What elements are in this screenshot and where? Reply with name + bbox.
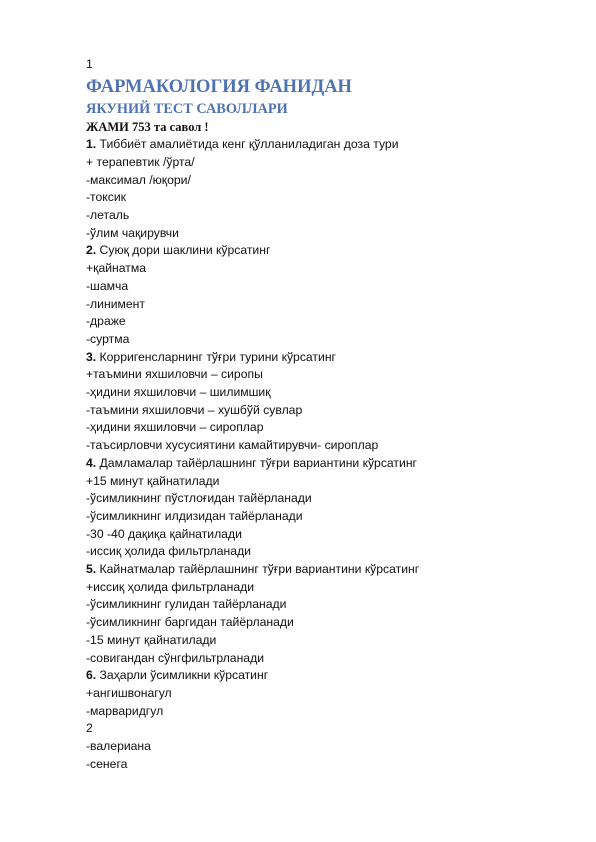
question-number: 6.: [86, 668, 97, 683]
answer-option: -ўсимликнинг илдизидан тайёрланади: [86, 508, 303, 523]
question-total: ЖАМИ 753 та савол !: [86, 119, 209, 134]
document-subtitle: ЯКУНИЙ ТЕСТ САВОЛЛАРИ: [86, 100, 288, 117]
answer-option: +қайнатма: [86, 261, 147, 276]
question-3: [86, 349, 556, 367]
question-2: [86, 242, 556, 260]
question-text: Заҳарли ўсимликни кўрсатинг: [96, 668, 269, 683]
question-number: 4.: [86, 455, 97, 470]
question-number: 5.: [86, 562, 97, 577]
answer-option: -суртма: [86, 331, 130, 346]
question-number: 2.: [86, 243, 97, 258]
question-text: Дамламалар тайёрлашнинг тўғри вариантини кўрсатинг: [96, 455, 417, 470]
page-number: 2: [86, 721, 93, 736]
page-number: 1: [86, 57, 93, 71]
answer-option: -леталь: [86, 208, 130, 223]
answer-option: -таъсирловчи хусусиятини камайтирувчи- сироплар: [86, 438, 379, 453]
answer-option: -совигандан сўнгфильтрланади: [86, 650, 265, 665]
question-4: [86, 455, 556, 473]
question-text: Тиббиёт амалиётида кенг қўлланиладиган доза тури: [96, 137, 399, 152]
question-number: 3.: [86, 349, 97, 364]
answer-option: -15 минут қайнатилади: [86, 632, 217, 647]
answer-option: +иссиқ ҳолида фильтрланади: [86, 579, 255, 594]
answer-option: -максимал /юқори/: [86, 172, 191, 187]
question-text: Корригенсларнинг тўғри турини кўрсатинг: [96, 349, 336, 364]
answer-option: -сенега: [86, 756, 128, 771]
answer-option: -иссиқ ҳолида фильтрланади: [86, 544, 251, 559]
answer-option: -шамча: [86, 278, 129, 293]
answer-option: -ҳидини яхшиловчи – шилимшиқ: [86, 385, 271, 400]
question-number: 1.: [86, 137, 97, 152]
answer-option: + терапевтик /ўрта/: [86, 154, 195, 169]
answer-option: -валериана: [86, 739, 151, 754]
question-text: Кайнатмалар тайёрлашнинг тўғри вариантини кўрсатинг: [96, 562, 420, 577]
answer-option: -токсик: [86, 190, 126, 205]
question-6: [86, 667, 556, 685]
question-5: [86, 561, 556, 579]
question-text: Суюқ дори шаклини кўрсатинг: [96, 243, 271, 258]
question-1: [86, 136, 556, 154]
answer-option: -30 -40 дақиқа қайнатилади: [86, 526, 242, 541]
answer-option: +15 минут қайнатилади: [86, 473, 220, 488]
document-page: [86, 56, 556, 774]
answer-option: -ҳидини яхшиловчи – сироплар: [86, 420, 264, 435]
answer-option: -таъмини яхшиловчи – хушбўй сувлар: [86, 402, 303, 417]
document-title: ФАРМАКОЛОГИЯ ФАНИДАН: [86, 76, 352, 97]
answer-option: -линимент: [86, 296, 145, 311]
answer-option: +ангишвонагул: [86, 686, 172, 700]
answer-option: -ўсимликнинг гулидан тайёрланади: [86, 597, 287, 612]
answer-option: +таъмини яхшиловчи – сиропы: [86, 367, 263, 382]
answer-option: -ўсимликнинг баргидан тайёрланади: [86, 615, 294, 630]
answer-option: -ўлим чақирувчи: [86, 225, 179, 240]
answer-option: -марваридгул: [86, 703, 164, 718]
answer-option: -драже: [86, 314, 126, 329]
answer-option: -ўсимликнинг пўстлоғидан тайёрланади: [86, 491, 312, 506]
